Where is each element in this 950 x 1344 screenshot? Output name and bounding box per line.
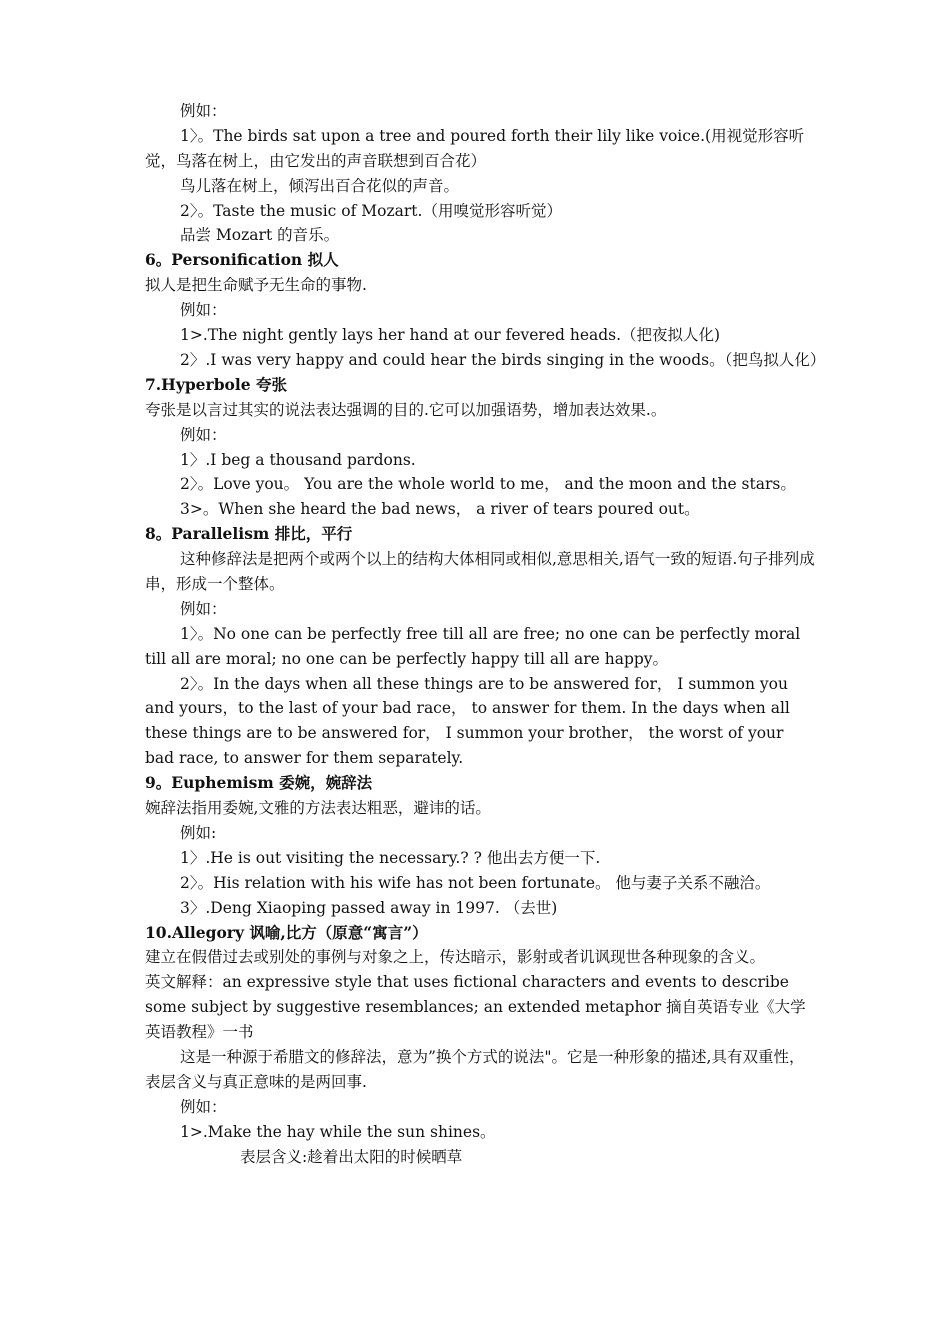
section-heading-parallelism: 8。Parallelism 排比，平行: [145, 524, 353, 544]
example-line: 1>.The night gently lays her hand at our fevered heads.（把夜拟人化): [180, 326, 721, 345]
example-label: 例如：: [180, 102, 227, 120]
example-paragraph: 2〉。In the days when all these things are to be answered for， I summon you and yours，to the last of your bad race， to answer for them. In the days when all these things are to be answered for， I summon your brother， the worst of your bad race, to answer for them separately.: [145, 674, 790, 768]
example-label: 例如：: [180, 599, 227, 618]
example-line: 3>。When she heard the bad news， a river of tears poured out。: [180, 500, 700, 519]
definition-paragraph: 建立在假借过去或别处的事例与对象之上，传达暗示，影射或者讥讽现世各种现象的含义。: [145, 948, 766, 967]
section-heading-euphemism: 9。Euphemism 委婉，婉辞法: [145, 773, 373, 793]
translation-line: 品尝 Mozart 的音乐。: [180, 226, 340, 245]
example-line: 1〉.I beg a thousand pardons.: [180, 450, 416, 469]
example-paragraph: 1〉。No one can be perfectly free till all are free; no one can be perfectly moral till all are moral; no one can be perfectly happy till all are happy。: [145, 624, 801, 668]
section-heading-hyperbole: 7.Hyperbole 夸张: [145, 374, 288, 394]
document-body: [145, 99, 826, 1170]
definition-line: 夸张是以言过其实的说法表达强调的目的.它可以加强语势，增加表达效果.。: [145, 400, 667, 419]
example-label: 例如：: [180, 1097, 227, 1116]
definition-line: 拟人是把生命赋予无生命的事物.: [145, 276, 367, 295]
definition-paragraph: 这种修辞法是把两个或两个以上的结构大体相同或相似,意思相关,语气一致的短语.句子排列成串，形成一个整体。: [145, 550, 815, 593]
translation-line: 鸟儿落在树上，倾泻出百合花似的声音。: [180, 176, 460, 195]
example-label: 例如:: [180, 823, 217, 842]
example-line: 3〉.Deng Xiaoping passed away in 1997. （去世): [180, 898, 558, 917]
example-line: 1>.Make the hay while the sun shines。: [180, 1122, 496, 1141]
example-label: 例如：: [180, 301, 227, 320]
description-paragraph: 这是一种源于希腊文的修辞法，意为”换个方式的说法"。它是一种形象的描述,具有双重性，表层含义与真正意味的是两回事.: [145, 1048, 805, 1091]
section-heading-allegory: 10.Allegory 讽喻,比方（原意“寓言”）: [145, 922, 428, 942]
example-line: 2〉。Taste the music of Mozart.（用嗅觉形容听觉）: [180, 201, 562, 220]
example-line: 2〉。Love you。 You are the whole world to me， and the moon and the stars。: [180, 475, 796, 494]
surface-meaning-line: 表层含义:趁着出太阳的时候晒草: [240, 1147, 463, 1166]
section-heading-personification: 6。Personification 拟人: [145, 250, 339, 270]
example-line: 2〉。His relation with his wife has not been fortunate。 他与妻子关系不融洽。: [180, 873, 771, 892]
example-line: 1〉.He is out visiting the necessary.? ? 他出去方便一下.: [180, 848, 601, 867]
example-line: 2〉.I was very happy and could hear the birds singing in the woods。（把鸟拟人化）: [180, 350, 826, 369]
definition-line: 婉辞法指用委婉,文雅的方法表达粗恶，避讳的话。: [145, 799, 491, 818]
english-explanation: 英文解释：an expressive style that uses fictional characters and events to describe some subject by suggestive resemblances; an extended metaphor 摘自英语专业《大学英语教程》一书: [145, 973, 806, 1042]
example-line: 1〉。The birds sat upon a tree and poured forth their lily like voice.(用视觉形容听觉，鸟落在树上，由它发出的声音联想到百合花）: [145, 126, 805, 170]
example-label: 例如：: [180, 425, 227, 444]
